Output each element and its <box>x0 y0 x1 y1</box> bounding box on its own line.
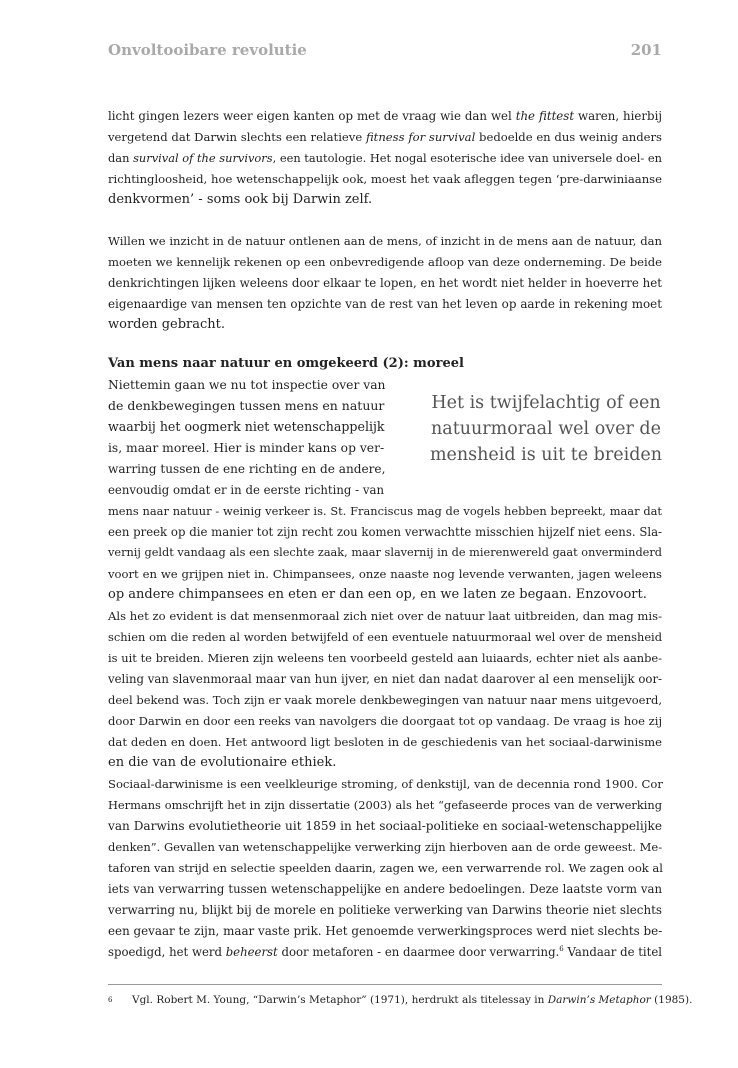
paragraph-line: door Darwin en door een reeks van navolgers die doorgaat tot op vandaag. De vraag is hoe zij <box>108 714 663 728</box>
paragraph-line: mens naar natuur - weinig verkeer is. St. Franciscus mag de vogels hebben bepreekt, maar dat <box>108 504 662 518</box>
paragraph-line: eigenaardige van mensen ten opzichte van de rest van het leven op aarde in rekening moet <box>108 297 662 311</box>
paragraph-line: warring tussen de ene richting en de andere, <box>108 462 386 476</box>
paragraph-line: van Darwins evolutietheorie uit 1859 in het sociaal-politieke en sociaal-wetenschappelijke <box>108 819 662 833</box>
section-heading: Van mens naar natuur en omgekeerd (2): moreel <box>108 356 464 371</box>
paragraph-line: eenvoudig omdat er in de eerste richting - van <box>108 483 384 497</box>
paragraph-line: Hermans omschrijft het in zijn dissertatie (2003) als het “gefaseerde proces van de verwerking <box>108 798 662 812</box>
footnote-ref: 6 <box>559 945 564 954</box>
footnote-text: Vgl. Robert M. Young, “Darwin’s Metaphor” (1971), herdrukt als titelessay in Darwin’s Metaphor (1985). <box>132 994 693 1006</box>
paragraph-line: worden gebracht. <box>108 317 225 332</box>
paragraph-line: vernij geldt vandaag als een slechte zaak, maar slavernij in de mierenwereld gaat onverminderd <box>108 546 662 559</box>
paragraph-line: Als het zo evident is dat mensenmoraal zich niet over de natuur laat uitbreiden, dan mag mis- <box>108 609 662 623</box>
footnote-rule <box>108 984 662 985</box>
paragraph-line: spoedigd, het werd beheerst door metaforen - en daarmee door verwarring.$^6$ Vandaar de titel <box>108 945 663 959</box>
paragraph-line: Niettemin gaan we nu tot inspectie over van <box>108 378 386 392</box>
paragraph-line: een preek op die manier tot zijn recht zou komen verwachtte misschien hijzelf niet eens. Sla- <box>108 525 662 539</box>
paragraph-line: voort en we grijpen niet in. Chimpansees, onze naaste nog levende verwanten, jagen weleens <box>108 567 662 581</box>
paragraph-line: is, maar moreel. Hier is minder kans op ver- <box>108 441 385 455</box>
paragraph-line: en die van de evolutionaire ethiek. <box>108 755 337 770</box>
paragraph-line: op andere chimpansees en eten er dan een op, en we laten ze begaan. Enzovoort. <box>108 587 647 602</box>
paragraph-line: schien om die reden al worden betwijfeld of een eventuele natuurmoraal wel over de mensheid <box>108 630 662 644</box>
paragraph-line: licht gingen lezers weer eigen kanten op met de vraag wie dan wel the fittest waren, hierbij <box>108 109 663 123</box>
paragraph-line: denken”. Gevallen van wetenschappelijke verwerking zijn hierboven aan de orde geweest. Me- <box>108 840 663 854</box>
paragraph-line: deel bekend was. Toch zijn er vaak morele denkbewegingen van natuur naar mens uitgevoerd, <box>108 693 662 707</box>
paragraph-line: waarbij het oogmerk niet wetenschappelijk <box>108 419 385 434</box>
paragraph-line: de denkbewegingen tussen mens en natuur <box>108 398 385 413</box>
paragraph-line: dan survival of the survivors, een tautologie. Het nogal esoterische idee van universele doel- en <box>108 151 662 165</box>
paragraph-line: een gevaar te zijn, maar vaste prik. Het genoemde verwerkingsproces werd niet slechts be- <box>108 924 663 938</box>
paragraph-line: denkvormen’ - soms ook bij Darwin zelf. <box>108 192 373 207</box>
paragraph-line: verwarring nu, blijkt bij de morele en politieke verwerking van Darwins theorie niet slechts <box>108 903 662 917</box>
paragraph-line: iets van verwarring tussen wetenschappelijke en andere bedoelingen. Deze laatste vorm van <box>108 882 662 896</box>
paragraph-line: moeten we kennelijk rekenen op een onbevredigende afloop van deze onderneming. De beide <box>108 255 662 269</box>
running-title: Onvoltooibare revolutie <box>108 41 307 59</box>
paragraph-line: richtingloosheid, hoe wetenschappelijk ook, moest het vaak afleggen tegen ‘pre-darwiniaanse <box>108 172 662 186</box>
paragraph-line: is uit te breiden. Mieren zijn weleens ten voorbeeld gesteld aan luiaards, echter niet als aanbe- <box>108 651 662 665</box>
paragraph-line: veling van slavenmoraal maar van hun ijver, en niet dan nadat daarover al een menselijk oor- <box>108 672 662 686</box>
paragraph-line: vergetend dat Darwin slechts een relatieve fitness for survival bedoelde en dus weinig anders <box>108 130 662 144</box>
paragraph-line: Willen we inzicht in de natuur ontlenen aan de mens, of inzicht in de mens aan de natuur, dan <box>108 234 662 248</box>
page-number: 201 <box>630 41 662 59</box>
paragraph-line: taforen van strijd en selectie speelden daarin, zagen we, een verwarrende rol. We zagen ook al <box>108 861 663 875</box>
footnote-number: 6 <box>108 996 113 1004</box>
paragraph-line: dat deden en doen. Het antwoord ligt besloten in de geschiedenis van het sociaal-darwinisme <box>108 735 662 749</box>
paragraph-line: Sociaal-darwinisme is een veelkleurige stroming, of denkstijl, van de decennia rond 1900. Cor <box>108 777 663 791</box>
paragraph-line: denkrichtingen lijken weleens door elkaar te lopen, en het wordt niet helder in hoeverre het <box>108 276 662 290</box>
